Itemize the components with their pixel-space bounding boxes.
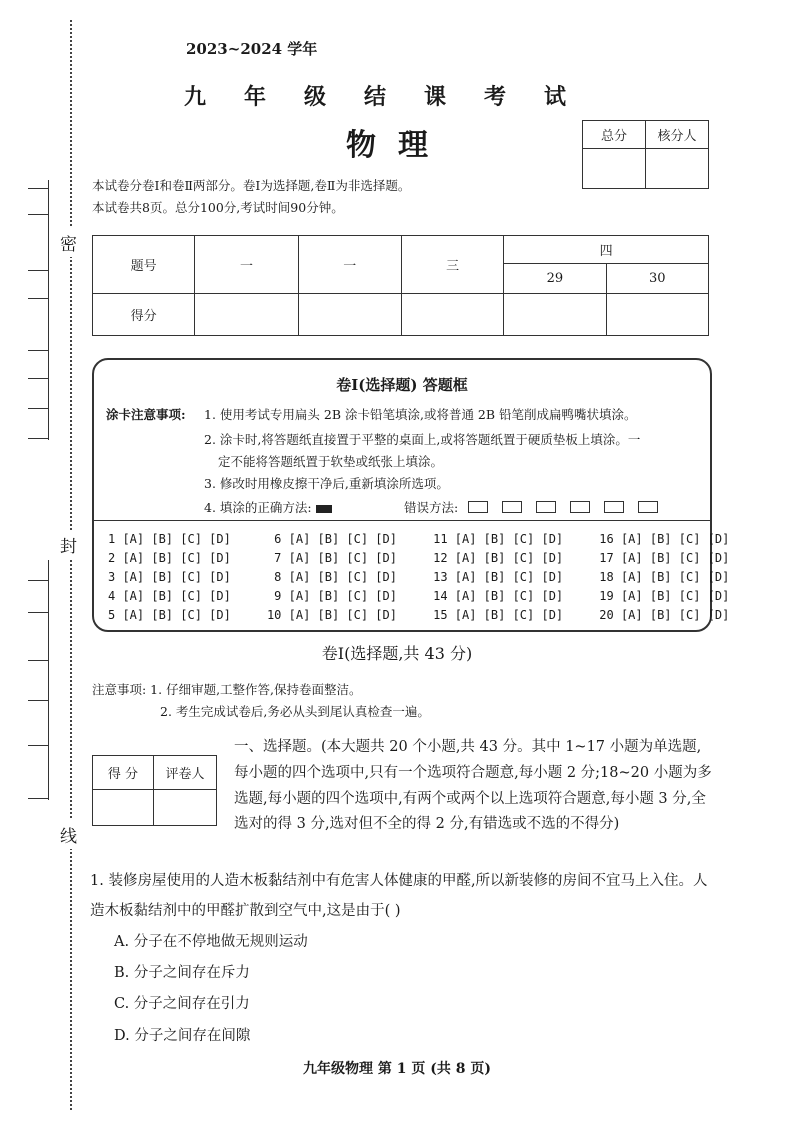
binding-tick bbox=[28, 798, 48, 799]
binding-tick bbox=[28, 188, 48, 189]
binding-rule bbox=[48, 560, 49, 800]
total-score-box bbox=[582, 120, 709, 189]
binding-tick bbox=[28, 408, 48, 409]
col-four: 四 bbox=[504, 236, 709, 264]
wrong-circle-icon bbox=[502, 501, 522, 513]
wrong-tick-icon bbox=[468, 501, 488, 513]
binding-tick bbox=[28, 745, 48, 746]
score-cell[interactable] bbox=[298, 294, 401, 336]
notes-label: 涂卡注意事项: bbox=[106, 407, 186, 422]
note-2: 2. 涂卡时,将答题纸直接置于平整的桌面上,或将答题纸置于硬质垫板上填涂。一 bbox=[204, 432, 641, 447]
answer-row-4[interactable]: 4 [A] [B] [C] [D] 9 [A] [B] [C] [D] 14 [A] [B] [C] [D] 19 [A] [B] [C] [D] bbox=[108, 589, 730, 603]
note-1: 1. 使用考试专用扁头 2B 涂卡铅笔填涂,或将普通 2B 铅笔削成扁鸭嘴状填涂。 bbox=[204, 407, 637, 422]
filled-mark-icon bbox=[316, 505, 332, 513]
answer-row-2[interactable]: 2 [A] [B] [C] [D] 7 [A] [B] [C] [D] 12 [A] [B] [C] [D] 17 [A] [B] [C] [D] bbox=[108, 551, 730, 565]
reviewer-label: 核分人 bbox=[646, 121, 709, 149]
section-title: 卷Ⅰ(选择题,共 43 分) bbox=[321, 644, 473, 663]
wrong-cross-icon bbox=[536, 501, 556, 513]
answer-row-1[interactable]: 1 [A] [B] [C] [D] 6 [A] [B] [C] [D] 11 [A] [B] [C] [D] 16 [A] [B] [C] [D] bbox=[108, 532, 730, 546]
question-number-label: 题号 bbox=[93, 236, 195, 294]
option-a[interactable]: A. 分子在不停地做无规则运动 bbox=[114, 934, 308, 950]
wrong-label: 错误方法: bbox=[404, 500, 459, 515]
intro-line-2: 本试卷共8页。总分100分,考试时间90分钟。 bbox=[92, 200, 344, 215]
grader-box bbox=[92, 755, 217, 826]
binding-tick bbox=[28, 350, 48, 351]
score-cell[interactable] bbox=[606, 294, 708, 336]
col-three: 三 bbox=[401, 236, 503, 294]
score-cell[interactable] bbox=[401, 294, 503, 336]
answer-row-3[interactable]: 3 [A] [B] [C] [D] 8 [A] [B] [C] [D] 13 [A] [B] [C] [D] 18 [A] [B] [C] [D] bbox=[108, 570, 730, 584]
score-cell[interactable] bbox=[195, 294, 298, 336]
option-b[interactable]: B. 分子之间存在斥力 bbox=[114, 965, 250, 981]
binding-tick bbox=[28, 438, 48, 439]
answer-card-separator bbox=[94, 520, 710, 521]
exam-title: 九年级结课考试 bbox=[184, 84, 605, 110]
grader-reviewer-label: 评卷人 bbox=[154, 756, 217, 790]
total-score-label: 总分 bbox=[583, 121, 646, 149]
binding-tick bbox=[28, 298, 48, 299]
answer-row-5[interactable]: 5 [A] [B] [C] [D] 10 [A] [B] [C] [D] 15 [A] [B] [C] [D] 20 [A] [B] [C] [D] bbox=[108, 608, 730, 622]
school-year: 2023~2024 学年 bbox=[186, 40, 318, 58]
intro-line-1: 本试卷分卷Ⅰ和卷Ⅱ两部分。卷Ⅰ为选择题,卷Ⅱ为非选择题。 bbox=[92, 178, 411, 193]
answer-card-title: 卷Ⅰ(选择题) 答题框 bbox=[336, 376, 468, 394]
col-29: 29 bbox=[504, 264, 606, 294]
col-30: 30 bbox=[606, 264, 708, 294]
grader-score-cell[interactable] bbox=[93, 790, 154, 826]
total-score-cell[interactable] bbox=[583, 149, 646, 189]
binding-tick bbox=[28, 270, 48, 271]
col-two: 一 bbox=[298, 236, 401, 294]
wrong-half-icon bbox=[570, 501, 590, 513]
note-2b: 定不能将答题纸置于软垫或纸张上填涂。 bbox=[218, 454, 444, 469]
section-instructions: 一、选择题。(本大题共 20 个小题,共 43 分。其中 1~17 小题为单选题,每小题的四个选项中,只有一个选项符合题意,每小题 2 分;18~20 小题为多选题,每小题的四个选项中,有两个或两个以上选项符合题意,每小题 3 分,全选对的得 3 分,选对但不全的得 2 分,有错选或不选的不得分) bbox=[234, 739, 712, 833]
option-d[interactable]: D. 分子之间存在间隙 bbox=[114, 1028, 251, 1044]
grader-score-label: 得 分 bbox=[93, 756, 154, 790]
seal-mi: 密 bbox=[60, 228, 77, 257]
question-1: 1. 装修房屋使用的人造木板黏结剂中有危害人体健康的甲醛,所以新装修的房间不宜马上入住。人造木板黏结剂中的甲醛扩散到空气中,这是由于( ) bbox=[90, 873, 708, 919]
wrong-methods bbox=[404, 498, 668, 516]
binding-tick bbox=[28, 214, 48, 215]
note-3: 3. 修改时用橡皮擦干净后,重新填涂所选项。 bbox=[204, 476, 449, 491]
reviewer-cell[interactable] bbox=[646, 149, 709, 189]
grader-reviewer-cell[interactable] bbox=[154, 790, 217, 826]
binding-tick bbox=[28, 612, 48, 613]
subject-title: 物理 bbox=[346, 128, 450, 163]
note-4-text: 4. 填涂的正确方法: bbox=[204, 500, 312, 515]
binding-dotted-line bbox=[70, 20, 72, 1110]
note-4 bbox=[204, 498, 332, 516]
score-table bbox=[92, 235, 709, 336]
wrong-partial-icon bbox=[604, 501, 624, 513]
page-footer: 九年级物理 第 1 页 (共 8 页) bbox=[303, 1061, 491, 1077]
seal-feng: 封 bbox=[60, 530, 77, 559]
score-cell[interactable] bbox=[504, 294, 606, 336]
option-c[interactable]: C. 分子之间存在引力 bbox=[114, 996, 250, 1012]
answer-card bbox=[92, 358, 730, 632]
wrong-empty-icon bbox=[638, 501, 658, 513]
score-row-label: 得分 bbox=[93, 294, 195, 336]
seal-xian: 线 bbox=[60, 820, 77, 849]
binding-rule bbox=[48, 180, 49, 440]
binding-tick bbox=[28, 378, 48, 379]
col-one: 一 bbox=[195, 236, 298, 294]
binding-tick bbox=[28, 700, 48, 701]
binding-tick bbox=[28, 580, 48, 581]
notice-2: 2. 考生完成试卷后,务必从头到尾认真检查一遍。 bbox=[160, 704, 430, 719]
notice-1: 注意事项: 1. 仔细审题,工整作答,保持卷面整洁。 bbox=[92, 682, 362, 697]
